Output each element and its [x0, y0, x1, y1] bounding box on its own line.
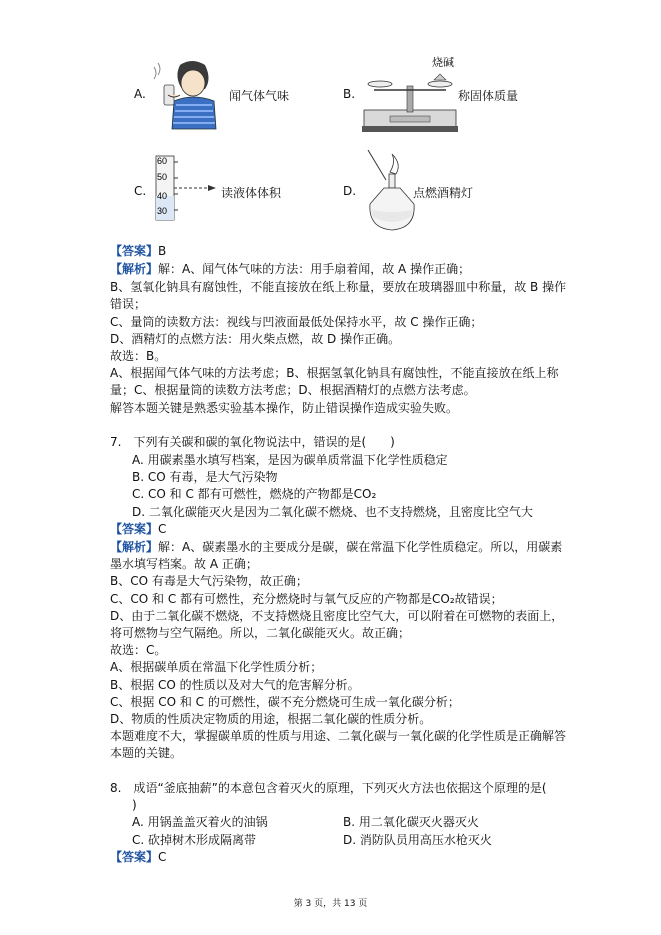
analysis-text: A、根据碳单质在常温下化学性质分析； [110, 660, 323, 674]
q7-option-d: D. 二氧化碳能灭火是因为二氧化碳不燃烧、也不支持燃烧，且密度比空气大 [132, 505, 533, 519]
analysis-text: C、量筒的读数方法：视线与凹液面最低处保持水平，故 C 操作正确； [110, 315, 483, 329]
q6-answer: B [158, 244, 167, 258]
q7-option-b: B. CO 有毒，是大气污染物 [132, 470, 278, 484]
q8-answer: C [158, 850, 167, 864]
q7-stem: 7. 下列有关碳和碳的氧化物说法中，错误的是( ) [110, 435, 395, 449]
option-d-letter: D. [343, 184, 357, 198]
q7-analysis-line [110, 540, 562, 554]
balance-scale-illustration [360, 66, 460, 134]
tick-label: 30 [157, 206, 168, 216]
answer-tag: 【答案】 [110, 850, 159, 864]
analysis-text: 将可燃物与空气隔绝。所以，二氧化碳能灭火。故正确； [110, 626, 411, 640]
option-b-letter: B. [343, 87, 356, 101]
answer-tag: 【答案】 [110, 244, 159, 258]
option-c-label: 读液体体积 [221, 186, 282, 200]
analysis-text: D、由于二氧化碳不燃烧，不支持燃烧且密度比空气大，可以附着在可燃物的表面上， [110, 609, 564, 623]
q6-analysis-line [110, 262, 470, 276]
analysis-tag: 【解析】 [110, 540, 159, 554]
analysis-text: B、根据 CO 的性质以及对大气的危害解分析。 [110, 678, 360, 692]
q8-option-c: C. 砍掉树木形成隔离带 [132, 833, 257, 847]
option-d-label: 点燃酒精灯 [413, 186, 474, 200]
q6-answer-line [110, 244, 166, 258]
analysis-text: B、氢氧化钠具有腐蚀性，不能直接放在纸上称量，要放在玻璃器皿中称量，故 B 操作 [110, 280, 567, 294]
analysis-text: A、根据闻气体气味的方法考虑；B、根据氢氧化钠具有腐蚀性，不能直接放在纸上称 [110, 366, 559, 380]
answer-tag: 【答案】 [110, 522, 159, 536]
analysis-text: C、根据 CO 和 C 的可燃性，碳不充分燃烧可生成一氧化碳分析； [110, 695, 460, 709]
analysis-text: 量；C、根据量筒的读数方法考虑；D、根据酒精灯的点燃方法考虑。 [110, 383, 476, 397]
q8-stem-close: ) [132, 798, 137, 812]
graduated-cylinder-illustration [148, 152, 220, 224]
analysis-text: D、酒精灯的点燃方法：用火柴点燃，故 D 操作正确。 [110, 332, 401, 346]
q8-option-a: A. 用锅盖盖灭着火的油锅 [132, 815, 268, 829]
q8-option-b: B. 用二氧化碳灭火器灭火 [343, 815, 479, 829]
tick-label: 60 [157, 156, 168, 166]
analysis-text: 解：A、碳素墨水的主要成分是碳，碳在常温下化学性质稳定。所以，用碳素 [158, 540, 563, 554]
option-b-label: 称固体质量 [458, 89, 519, 103]
analysis-text: 本题的关键。 [110, 746, 183, 760]
page-footer: 第 3 页，共 13 页 [293, 899, 368, 909]
analysis-text: 错误； [110, 297, 147, 311]
smell-gas-illustration [150, 55, 225, 130]
option-a-label: 闻气体气味 [229, 89, 290, 103]
q8-option-d: D. 消防队员用高压水枪灭火 [343, 833, 492, 847]
analysis-text: D、物质的性质决定物质的用途，根据二氧化碳的性质分析。 [110, 712, 432, 726]
analysis-text: 本题难度不大，掌握碳单质的性质与用途、二氧化碳与一氧化碳的化学性质是正确解答 [110, 729, 567, 743]
analysis-text: 故选：B。 [110, 349, 167, 363]
option-c-letter: C. [134, 184, 147, 198]
analysis-text: 解答本题关键是熟悉实验基本操作，防止错误操作造成实验失败。 [110, 401, 459, 415]
analysis-text: 故选：C。 [110, 643, 167, 657]
tick-label: 50 [157, 172, 168, 182]
analysis-text: C、CO 和 C 都有可燃性，充分燃烧时与氧气反应的产物都是CO₂故错误； [110, 592, 503, 606]
q7-answer: C [158, 522, 167, 536]
analysis-text: B、CO 有毒是大气污染物，故正确； [110, 574, 308, 588]
option-a-letter: A. [134, 87, 146, 101]
analysis-text: 解：A、闻气体气味的方法：用手扇着闻，故 A 操作正确； [158, 262, 471, 276]
q7-answer-line [110, 522, 166, 536]
q7-option-a: A. 用碳素墨水填写档案，是因为碳单质常温下化学性质稳定 [132, 453, 448, 467]
q7-option-c: C. CO 和 C 都有可燃性，燃烧的产物都是CO₂ [132, 487, 377, 501]
analysis-tag: 【解析】 [110, 262, 159, 276]
tick-label: 40 [157, 191, 168, 201]
q8-stem: 8. 成语“釜底抽薪”的本意包含着灭火的原理，下列灭火方法也依据这个原理的是( [110, 781, 547, 795]
caustic-soda-tag: 烧碱 [432, 56, 454, 69]
q8-answer-line [110, 850, 166, 864]
analysis-text: 墨水填写档案。故 A 正确； [110, 557, 258, 571]
